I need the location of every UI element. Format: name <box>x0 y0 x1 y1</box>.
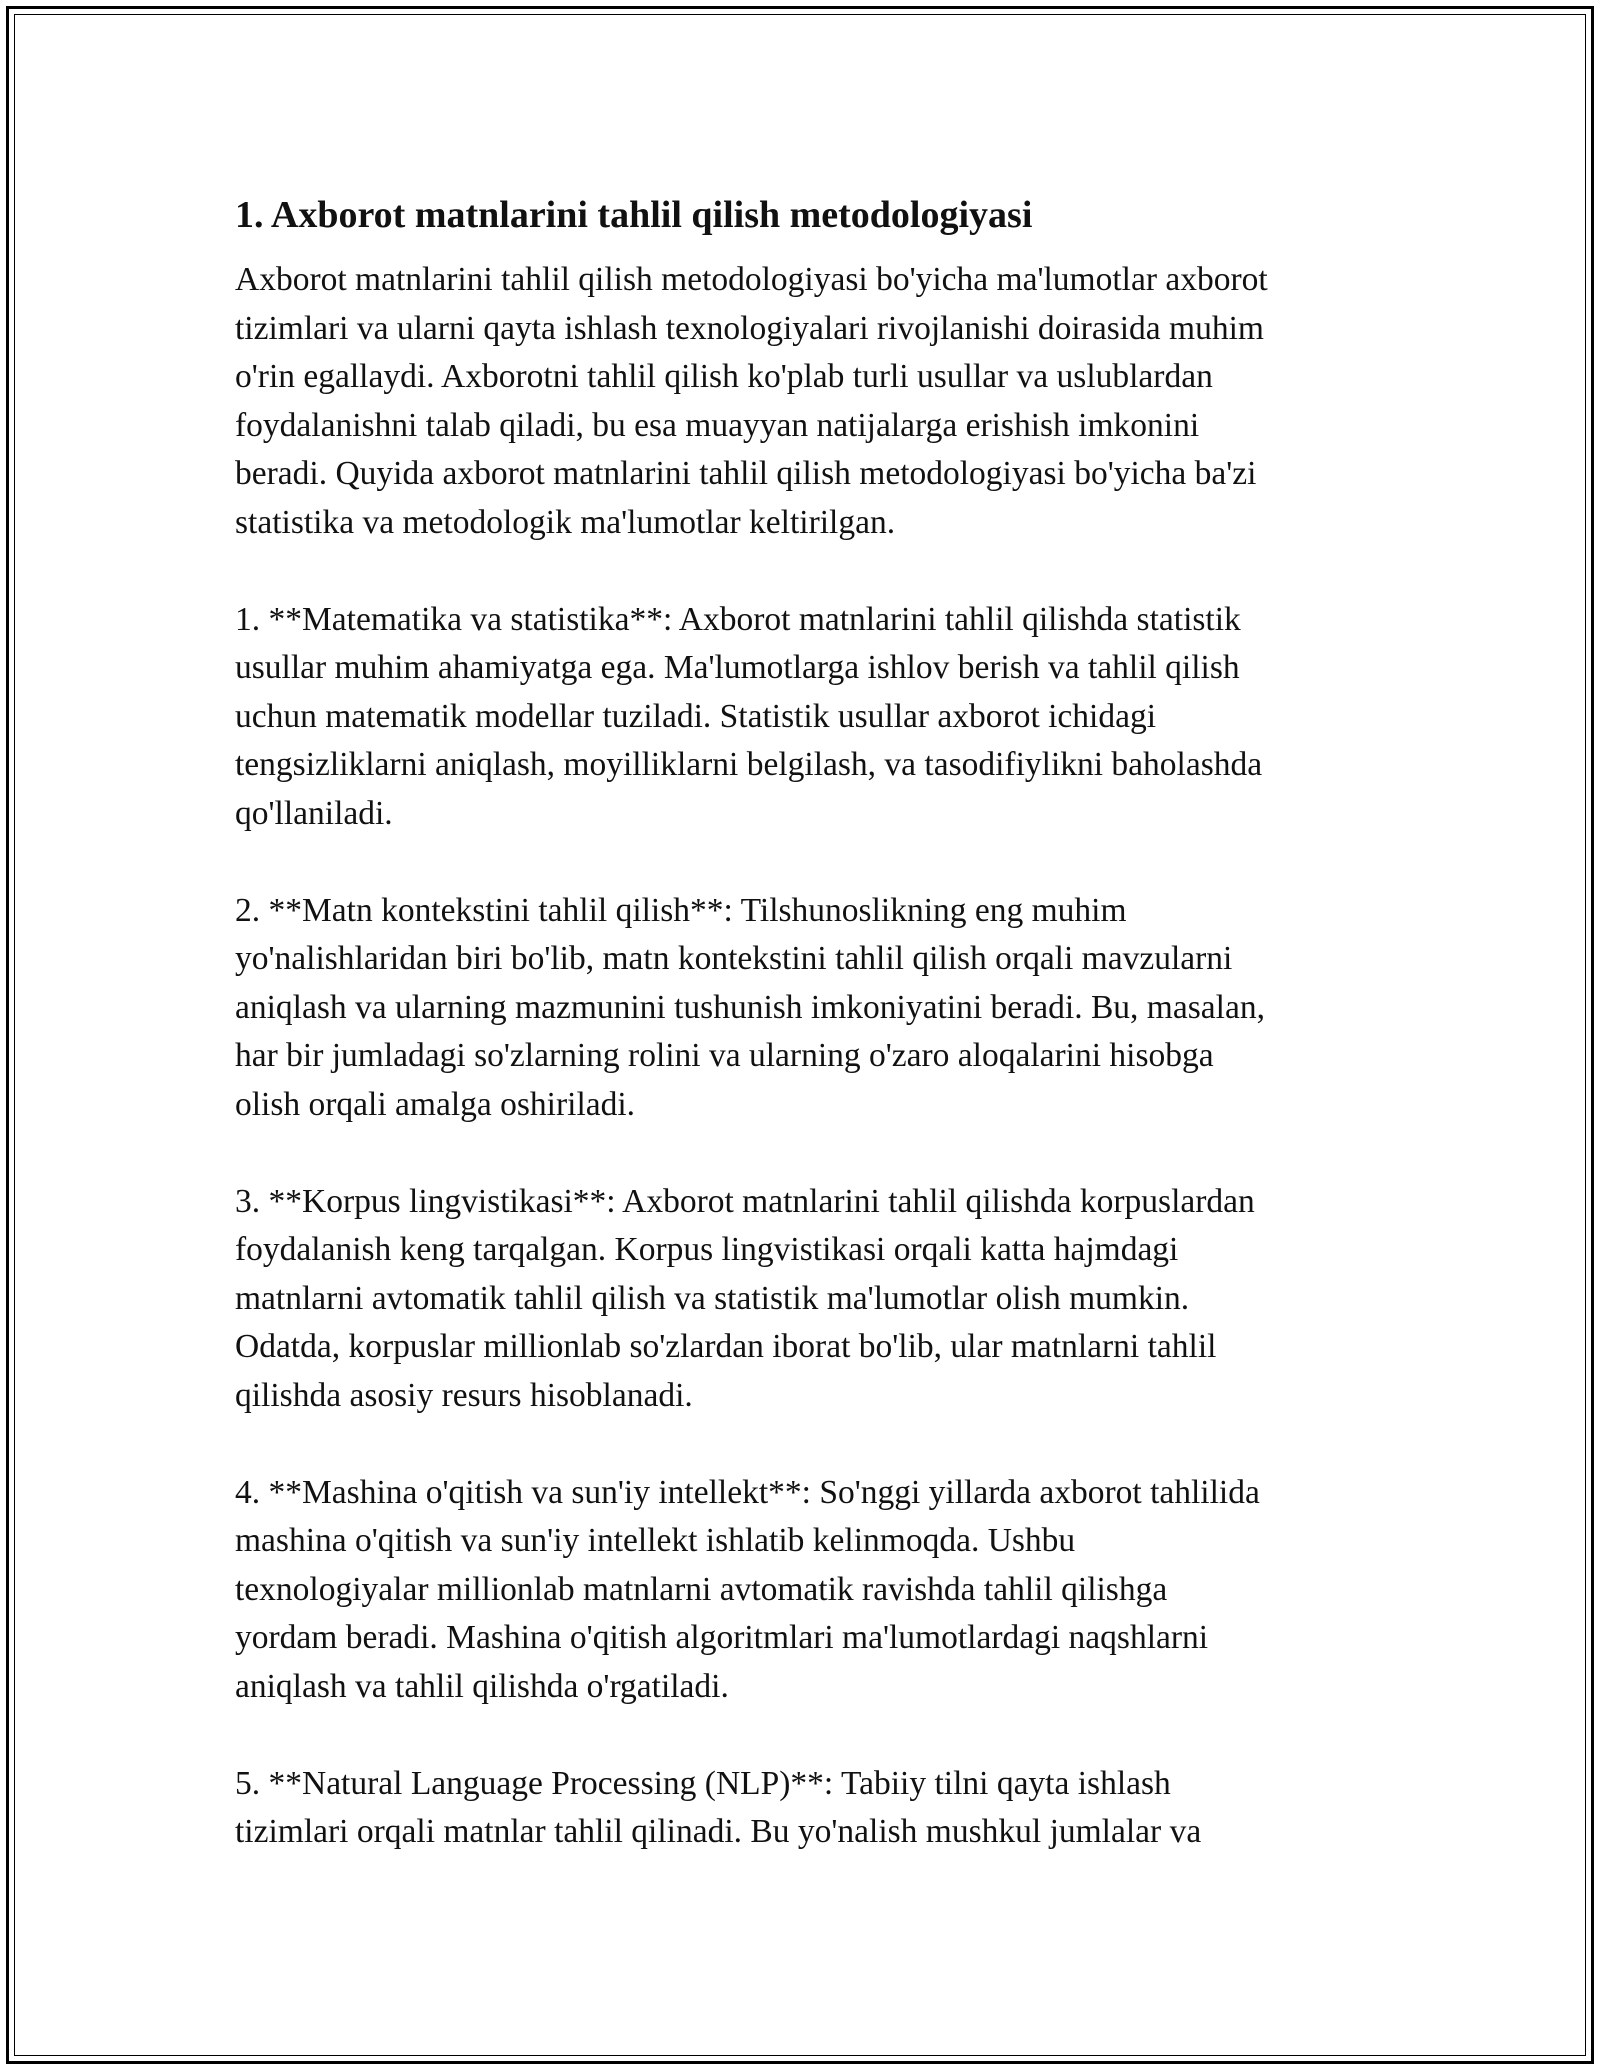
paragraph-line: 3. **Korpus lingvistikasi**: Axborot matnlarini tahlil qilishda korpuslardan <box>235 1182 1255 1220</box>
paragraph-line: aniqlash va ularning mazmunini tushunish imkoniyatini beradi. Bu, masalan, <box>235 988 1265 1026</box>
paragraph <box>235 887 1395 1130</box>
paragraph-line: tizimlari va ularni qayta ishlash texnologiyalari rivojlanishi doirasida muhim <box>235 309 1264 347</box>
paragraph-line: 5. **Natural Language Processing (NLP)**: Tabiiy tilni qayta ishlash <box>235 1764 1171 1802</box>
paragraph <box>235 596 1395 839</box>
paragraph-line: statistika va metodologik ma'lumotlar keltirilgan. <box>235 503 896 541</box>
paragraph-line: 2. **Matn kontekstini tahlil qilish**: Tilshunoslikning eng muhim <box>235 891 1127 929</box>
paragraph-line: aniqlash va tahlil qilishda o'rgatiladi. <box>235 1667 729 1705</box>
paragraph-line: uchun matematik modellar tuziladi. Statistik usullar axborot ichidagi <box>235 697 1157 735</box>
paragraph <box>235 1178 1395 1421</box>
paragraph-list <box>235 256 1395 1857</box>
paragraph <box>235 256 1395 547</box>
document-title: 1. Axborot matnlarini tahlil qilish metodologiyasi <box>235 194 1033 236</box>
paragraph-line: mashina o'qitish va sun'iy intellekt ishlatib kelinmoqda. Ushbu <box>235 1522 1076 1559</box>
paragraph-line: 4. **Mashina o'qitish va sun'iy intellekt**: So'nggi yillarda axborot tahlilida <box>235 1473 1260 1511</box>
paragraph-line: matnlarni avtomatik tahlil qilish va statistik ma'lumotlar olish mumkin. <box>235 1279 1190 1317</box>
paragraph-line: tizimlari orqali matnlar tahlil qilinadi. Bu yo'nalish mushkul jumlalar va <box>235 1813 1202 1850</box>
paragraph-line: olish orqali amalga oshiriladi. <box>235 1085 636 1123</box>
paragraph-line: yordam beradi. Mashina o'qitish algoritmlari ma'lumotlardagi naqshlarni <box>235 1619 1209 1656</box>
paragraph-line: tengsizliklarni aniqlash, moyilliklarni belgilash, va tasodifiylikni baholashda <box>235 746 1263 783</box>
paragraph <box>235 1760 1395 1857</box>
paragraph-line: qilishda asosiy resurs hisoblanadi. <box>235 1376 693 1414</box>
document-body <box>235 188 1395 1905</box>
paragraph-line: usullar muhim ahamiyatga ega. Ma'lumotlarga ishlov berish va tahlil qilish <box>235 649 1240 686</box>
paragraph-line: har bir jumladagi so'zlarning rolini va ularning o'zaro aloqalarini hisobga <box>235 1037 1214 1074</box>
paragraph-line: yo'nalishlaridan biri bo'lib, matn kontekstini tahlil qilish orqali mavzularni <box>235 940 1233 977</box>
paragraph-line: foydalanish keng tarqalgan. Korpus lingvistikasi orqali katta hajmdagi <box>235 1231 1179 1268</box>
paragraph-line: qo'llaniladi. <box>235 794 393 832</box>
paragraph-line: Axborot matnlarini tahlil qilish metodologiyasi bo'yicha ma'lumotlar axborot <box>235 261 1268 298</box>
paragraph-line: 1. **Matematika va statistika**: Axborot matnlarini tahlil qilishda statistik <box>235 600 1241 638</box>
paragraph-line: foydalanishni talab qiladi, bu esa muayyan natijalarga erishish imkonini <box>235 406 1200 444</box>
paragraph-line: texnologiyalar millionlab matnlarni avtomatik ravishda tahlil qilishga <box>235 1570 1168 1608</box>
paragraph <box>235 1469 1395 1712</box>
paragraph-line: Odatda, korpuslar millionlab so'zlardan iborat bo'lib, ular matnlarni tahlil <box>235 1328 1217 1365</box>
paragraph-line: o'rin egallaydi. Axborotni tahlil qilish ko'plab turli usullar va uslublardan <box>235 358 1213 395</box>
paragraph-line: beradi. Quyida axborot matnlarini tahlil qilish metodologiyasi bo'yicha ba'zi <box>235 455 1257 492</box>
